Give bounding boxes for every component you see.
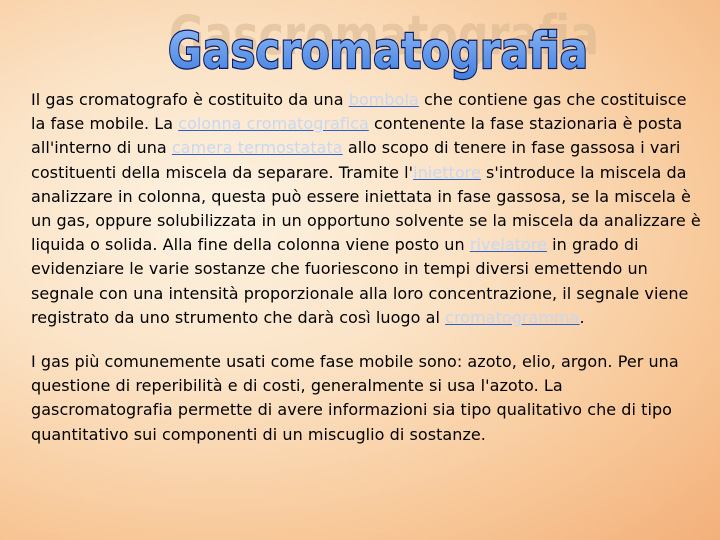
paragraph-mobile-phase-gases: I gas più comunemente usati come fase mobile sono: azoto, elio, argon. Per una questione di reperibilità e di costi, generalmente si usa l'azoto. La gascromatografia permette di avere informazioni sia tipo qualitativo che di tipo quantitativo sui componenti di un miscuglio di sostanze. — [31, 352, 679, 444]
text-segment: Il gas cromatografo è costituito da una — [31, 90, 349, 109]
title-shadow: Gascromatografia — [169, 4, 599, 67]
paragraph-gas-chromatograph — [31, 88, 703, 330]
text-segment: che contiene gas che costituisce la fase mobile. La — [31, 90, 687, 134]
text-segment: s'introduce la miscela da analizzare in colonna, questa può essere iniettata in fase gassosa, se la miscela è un gas, oppure solubilizzata in un opportuno solvente se la miscela da analizzare è liquida o solida. Alla fine della colonna viene posto un — [31, 162, 701, 255]
wordart-title — [150, 4, 610, 84]
link-iniettore[interactable]: iniettore — [413, 162, 481, 182]
title-text: Gascromatografia — [168, 22, 588, 80]
body-text — [31, 88, 703, 447]
text-segment: contenente la fase stazionaria è posta all'interno di una — [31, 114, 683, 158]
link-bombola[interactable]: bombola — [348, 90, 419, 109]
link-colonna-cromatografica[interactable]: colonna cromatografica — [178, 114, 369, 134]
text-segment: allo scopo di tenere in fase gassosa i vari costituenti della miscela da separare. Tramite l' — [31, 138, 681, 182]
link-cromatogramma[interactable]: cromatogramma — [445, 307, 580, 327]
text-segment: in grado di evidenziare le varie sostanze che fuoriescono in tempi diversi emettendo un segnale con una intensità proporzionale alla loro concentrazione, il segnale viene registrato da uno strumento che darà così luogo al — [31, 235, 689, 327]
link-rivelatore[interactable]: rivelatore — [469, 235, 548, 255]
slide-title — [150, 4, 610, 84]
link-camera-termostatata[interactable]: camera termostatata — [171, 138, 343, 158]
text-segment: . — [579, 307, 585, 327]
